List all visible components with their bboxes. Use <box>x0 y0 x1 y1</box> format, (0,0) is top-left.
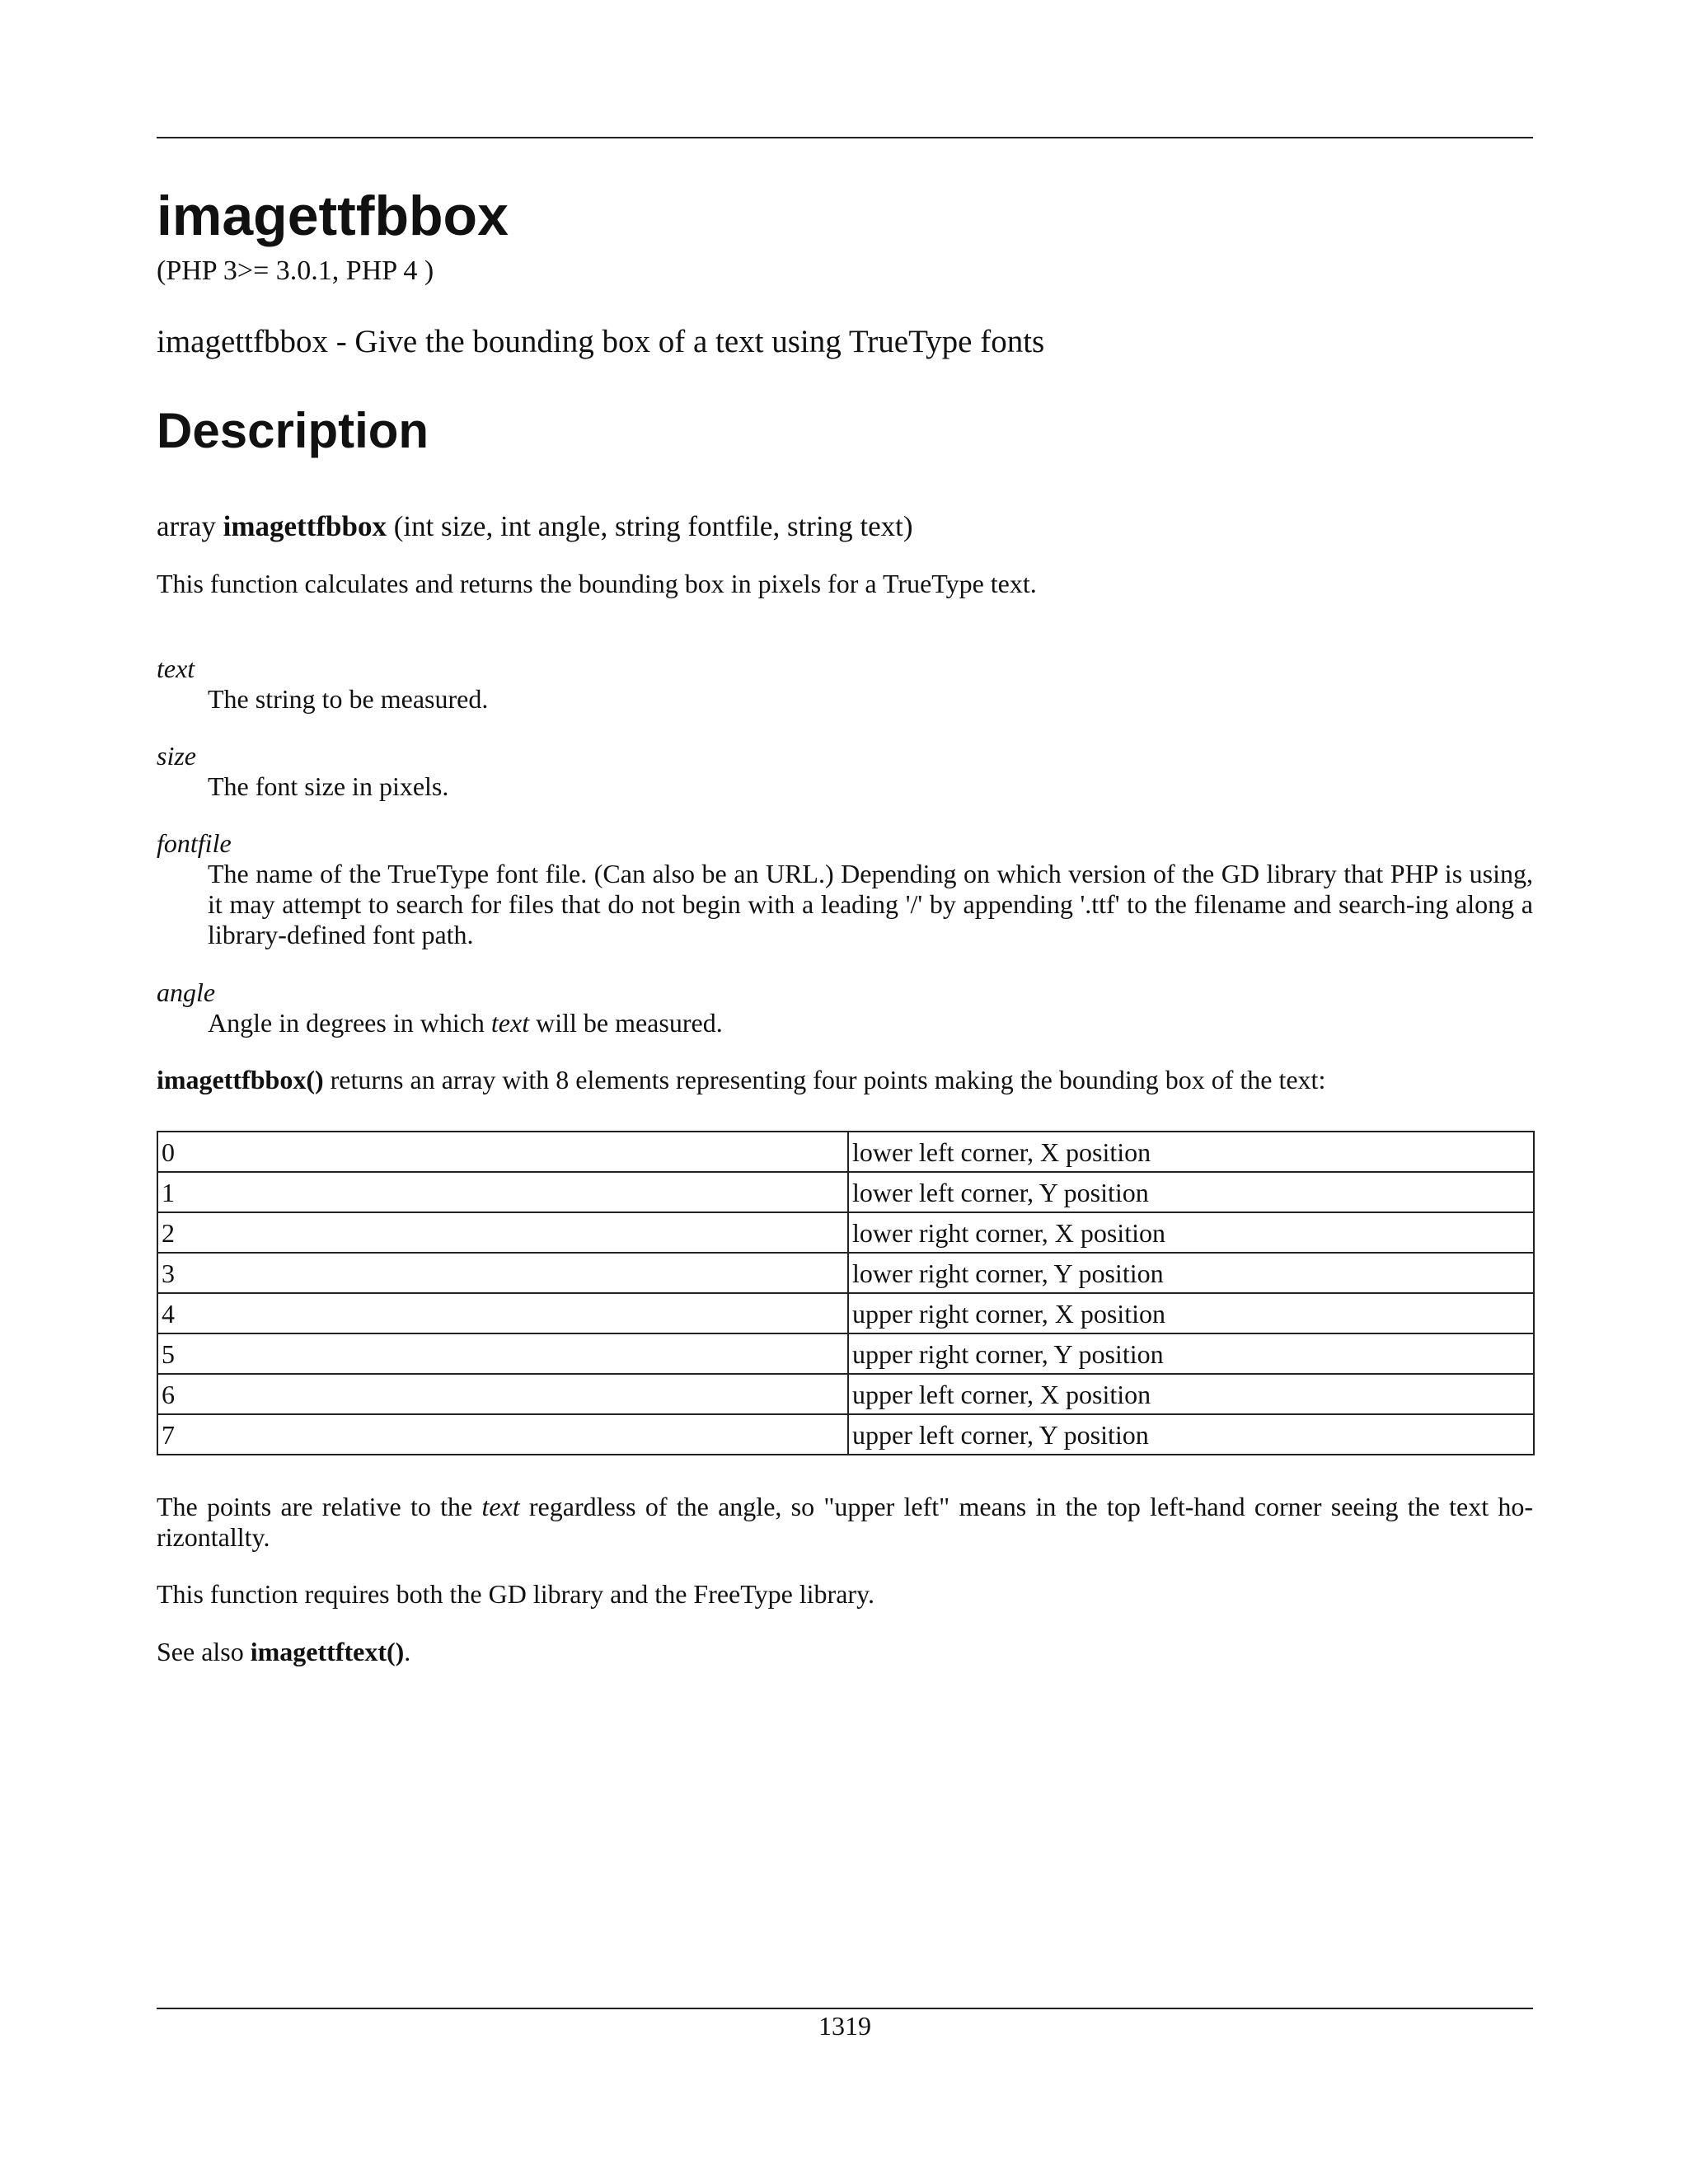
table-row <box>157 1253 1534 1293</box>
param-def-angle-before: Angle in degrees in which <box>208 1008 491 1038</box>
points-note-paragraph <box>157 1492 1533 1553</box>
table-cell-index: 0 <box>157 1132 848 1172</box>
table-cell-meaning: upper right corner, Y position <box>848 1333 1534 1374</box>
table-cell-index: 7 <box>157 1414 848 1455</box>
table-row <box>157 1293 1534 1333</box>
param-def-angle-after: will be measured. <box>529 1008 723 1038</box>
see-also-before: See also <box>157 1637 251 1666</box>
param-def-angle-em: text <box>490 1008 530 1038</box>
param-def-size: The font size in pixels. <box>208 771 449 801</box>
table-cell-index: 2 <box>157 1212 848 1253</box>
param-term-size: size <box>157 741 196 771</box>
returns-function-name: imagettfbbox() <box>157 1065 324 1094</box>
table-row <box>157 1212 1534 1253</box>
table-row <box>157 1172 1534 1212</box>
param-def-angle <box>208 1008 1533 1038</box>
param-def-fontfile: The name of the TrueType font file. (Can also be an URL.) Depending on which version of the GD library that PHP is using, it may attempt to search for files that do not begin with a leading '/' by appending '.ttf' to the filename and search-ing along a library-defined font path. <box>208 859 1533 949</box>
returns-paragraph <box>157 1065 1533 1095</box>
table-cell-meaning: lower right corner, X position <box>848 1212 1534 1253</box>
table-cell-meaning: upper right corner, X position <box>848 1293 1534 1333</box>
synopsis-return-type: array <box>157 510 216 542</box>
table-row <box>157 1414 1534 1455</box>
table-cell-index: 5 <box>157 1333 848 1374</box>
table-cell-meaning: upper left corner, X position <box>848 1374 1534 1414</box>
table-row <box>157 1132 1534 1172</box>
see-also-link[interactable]: imagettftext() <box>250 1637 405 1666</box>
param-def-text: The string to be measured. <box>208 684 489 714</box>
page-title: imagettfbbox <box>157 185 509 247</box>
table-row <box>157 1333 1534 1374</box>
function-synopsis <box>157 509 913 544</box>
refname-purpose: imagettfbbox - Give the bounding box of a text using TrueType fonts <box>157 324 1045 359</box>
page-number: 1319 <box>818 2011 871 2041</box>
intro-paragraph: This function calculates and returns the bounding box in pixels for a TrueType text. <box>157 569 1037 598</box>
synopsis-function-name: imagettfbbox <box>223 510 387 542</box>
bounding-box-table <box>157 1131 1535 1455</box>
table-cell-index: 3 <box>157 1253 848 1293</box>
param-term-angle: angle <box>157 977 216 1007</box>
header-rule <box>157 137 1533 138</box>
table-cell-meaning: lower left corner, X position <box>848 1132 1534 1172</box>
points-note-em: text <box>481 1492 520 1521</box>
table-cell-meaning: lower left corner, Y position <box>848 1172 1534 1212</box>
table-cell-meaning: upper left corner, Y position <box>848 1414 1534 1455</box>
table-cell-meaning: lower right corner, Y position <box>848 1253 1534 1293</box>
returns-text: returns an array with 8 elements representing four points making the bounding box of the text: <box>323 1065 1326 1094</box>
points-note-before: The points are relative to the <box>157 1492 482 1521</box>
points-note-after: regardless of the angle, so "upper left" means in the top left-hand corner seeing the text ho-rizontallty. <box>157 1492 1534 1552</box>
table-cell-index: 4 <box>157 1293 848 1333</box>
requirement-paragraph: This function requires both the GD library and the FreeType library. <box>157 1579 874 1609</box>
table-cell-index: 6 <box>157 1374 848 1414</box>
table-row <box>157 1374 1534 1414</box>
table-cell-index: 1 <box>157 1172 848 1212</box>
footer-rule <box>157 2008 1533 2009</box>
see-also-paragraph <box>157 1637 1533 1667</box>
document-page <box>157 0 1533 2184</box>
description-heading: Description <box>157 403 429 458</box>
param-term-text: text <box>157 654 195 683</box>
param-term-fontfile: fontfile <box>157 828 232 858</box>
see-also-after: . <box>404 1637 411 1666</box>
version-info: (PHP 3>= 3.0.1, PHP 4 ) <box>157 255 434 286</box>
synopsis-params: (int size, int angle, string fontfile, string text) <box>393 510 913 542</box>
